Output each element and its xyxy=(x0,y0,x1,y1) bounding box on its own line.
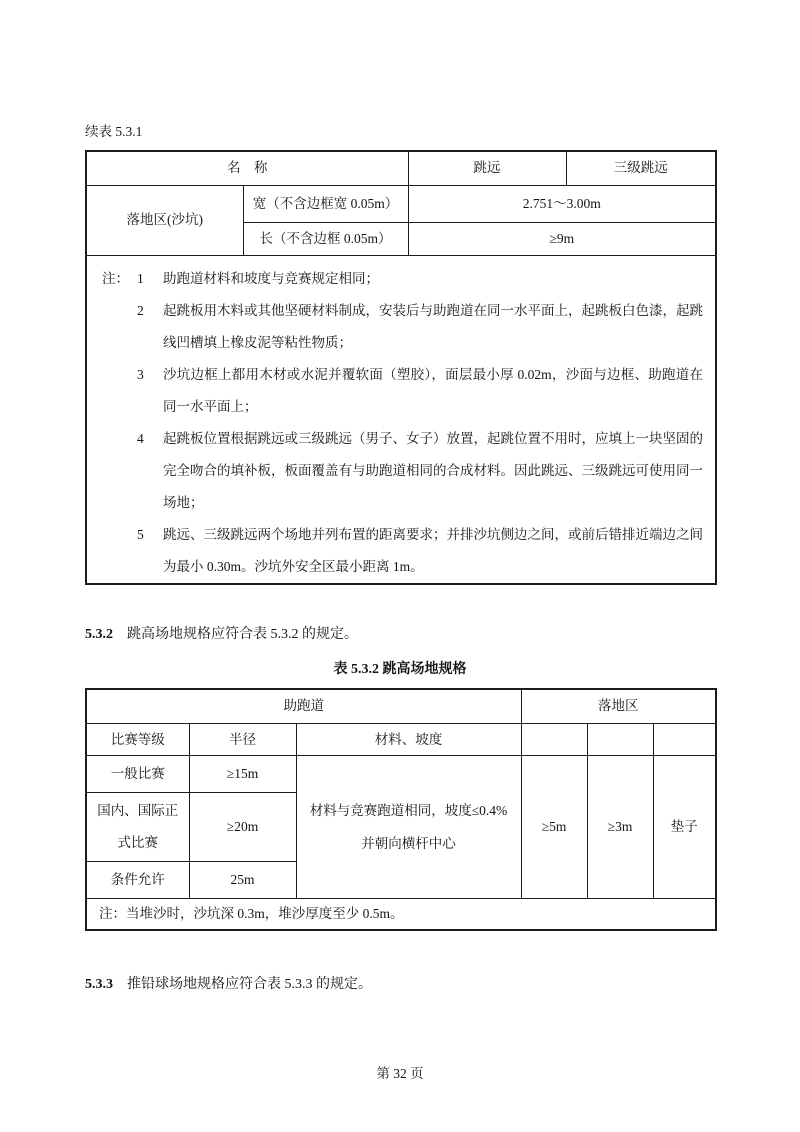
table-532-note: 注：当堆沙时，沙坑深 0.3m，堆沙厚度至少 0.5m。 xyxy=(86,899,716,930)
width-value: 2.751～3.00m xyxy=(408,185,716,222)
radius-general: ≥15m xyxy=(189,756,296,793)
note-text: 起跳板用木料或其他坚硬材料制成，安装后与助跑道在同一水平面上，起跳板白色漆，起跳线凹槽填上橡皮泥等粘性物质； xyxy=(163,302,703,350)
material-line-2: 并朝向横杆中心 xyxy=(361,836,456,851)
section-text: 跳高场地规格应符合表 5.3.2 的规定。 xyxy=(127,626,358,642)
note-text: 跳远、三级跳远两个场地并列布置的距离要求；并排沙坑侧边之间，或前后错排近端边之间为最小 0.30m。沙坑外安全区最小距离 1m。 xyxy=(163,526,703,574)
section-number: 5.3.3 xyxy=(85,976,113,992)
runway-group-header: 助跑道 xyxy=(86,689,521,724)
level-conditions-permit: 条件允许 xyxy=(86,862,189,899)
section-heading-533 xyxy=(85,975,715,995)
note-item xyxy=(102,263,703,295)
empty-cell xyxy=(587,724,653,756)
note-number: 3 xyxy=(137,366,144,382)
landing-group-header: 落地区 xyxy=(521,689,716,724)
table-532-col-header-row xyxy=(86,724,716,756)
note-text: 助跑道材料和坡度与竞赛规定相同； xyxy=(163,270,379,286)
level-national-international: 国内、国际正式比赛 xyxy=(86,793,189,862)
material-slope-cell xyxy=(296,756,521,899)
table-531-notes-row xyxy=(86,255,716,584)
continuation-table-label: 续表 5.3.1 xyxy=(85,124,143,139)
header-name: 名 称 xyxy=(86,151,408,185)
length-value: ≥9m xyxy=(408,222,716,255)
landing-value-1: ≥5m xyxy=(521,756,587,899)
header-triple-jump: 三级跳远 xyxy=(566,151,716,185)
radius-national-international: ≥20m xyxy=(189,793,296,862)
empty-cell xyxy=(521,724,587,756)
level-general: 一般比赛 xyxy=(86,756,189,793)
material-line-1: 材料与竞赛跑道相同，坡度≤0.4% xyxy=(309,803,508,818)
length-label: 长（不含边框 0.05m） xyxy=(243,222,408,255)
table-531-width-row xyxy=(86,185,716,222)
empty-cell xyxy=(653,724,716,756)
section-heading-532 xyxy=(85,625,715,645)
page-content xyxy=(85,0,715,1084)
landing-value-2: ≥3m xyxy=(587,756,653,899)
section-text: 推铅球场地规格应符合表 5.3.3 的规定。 xyxy=(127,976,372,992)
col-header-material: 材料、坡度 xyxy=(296,724,521,756)
note-item xyxy=(102,519,703,583)
note-number: 1 xyxy=(137,270,144,286)
table-531 xyxy=(85,150,717,585)
note-number: 5 xyxy=(137,526,144,542)
page-number-footer: 第 32 页 xyxy=(376,1065,424,1081)
col-header-radius: 半径 xyxy=(189,724,296,756)
table-531-header-row xyxy=(86,151,716,185)
section-number: 5.3.2 xyxy=(85,626,113,642)
note-number: 2 xyxy=(137,302,144,318)
header-long-jump: 跳远 xyxy=(408,151,566,185)
col-header-level: 比赛等级 xyxy=(86,724,189,756)
note-item xyxy=(102,359,703,423)
landing-area-group-label: 落地区(沙坑) xyxy=(86,185,243,255)
table-532 xyxy=(85,688,717,931)
table-row xyxy=(86,756,716,793)
note-item xyxy=(102,295,703,359)
note-number: 4 xyxy=(137,430,144,446)
note-text: 起跳板位置根据跳远或三级跳远（男子、女子）放置，起跳位置不用时，应填上一块坚固的完全吻合的填补板，板面覆盖有与助跑道相同的合成材料。因此跳远、三级跳远可使用同一场地； xyxy=(163,430,703,510)
landing-value-3: 垫子 xyxy=(653,756,716,899)
table-532-note-row xyxy=(86,899,716,930)
notes-cell xyxy=(86,255,716,584)
notes-label: 注： xyxy=(102,270,129,286)
note-item xyxy=(102,423,703,519)
table-532-title: 表 5.3.2 跳高场地规格 xyxy=(333,661,467,677)
table-532-group-header-row xyxy=(86,689,716,724)
width-label: 宽（不含边框宽 0.05m） xyxy=(243,185,408,222)
note-text: 沙坑边框上都用木材或水泥并覆软面（塑胶），面层最小厚 0.02m，沙面与边框、助跑道在同一水平面上； xyxy=(163,366,703,414)
radius-conditions-permit: 25m xyxy=(189,862,296,899)
